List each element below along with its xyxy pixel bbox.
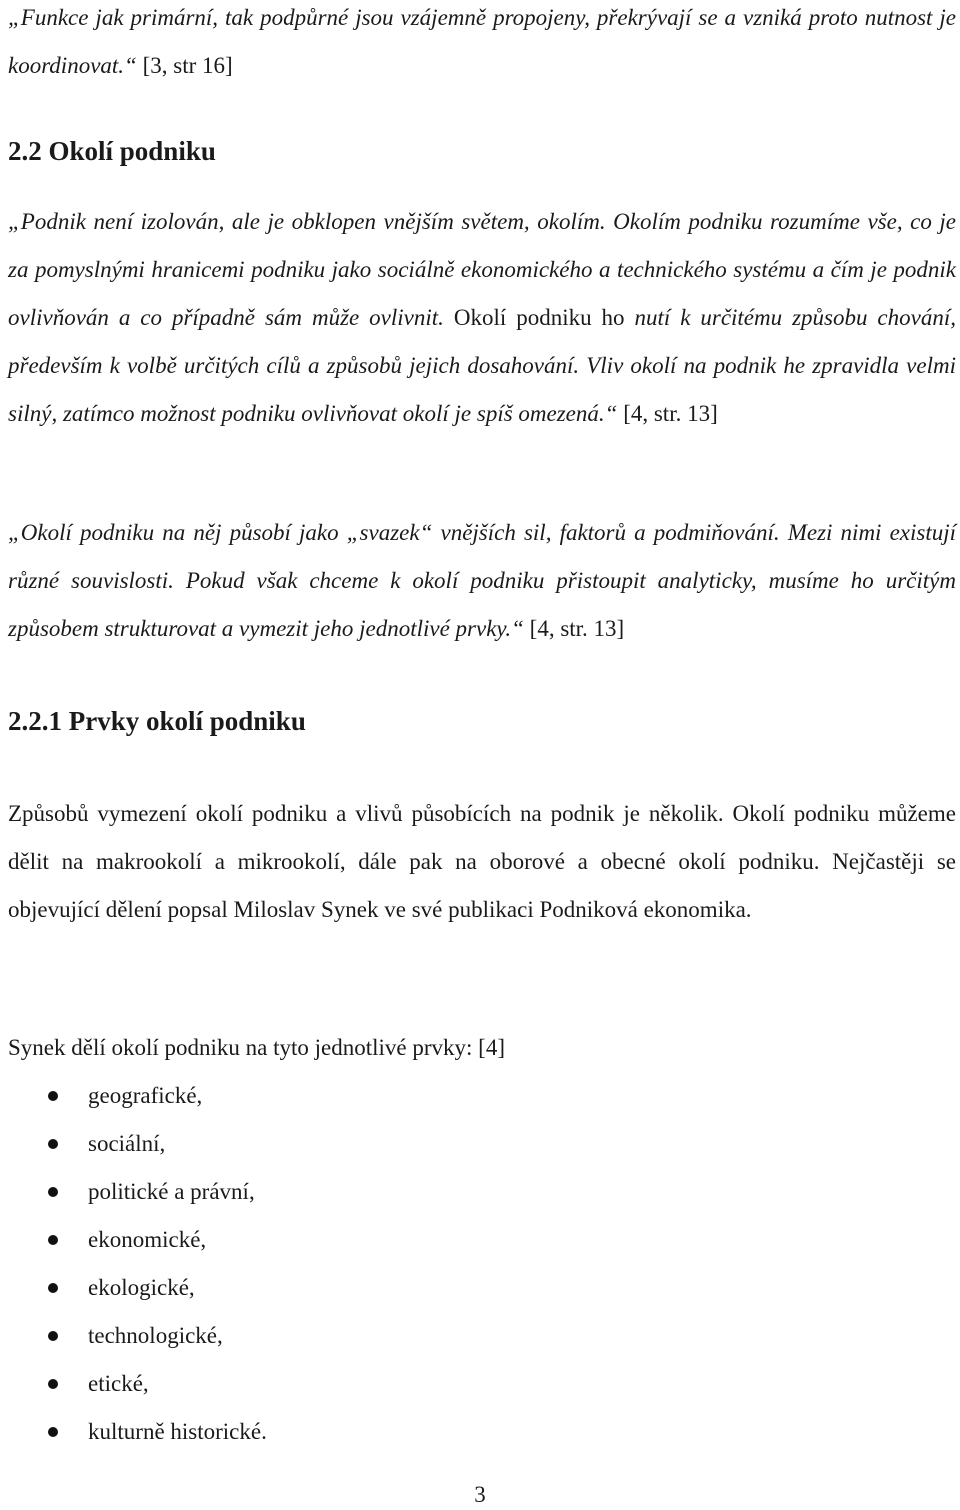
list-item-label: ekonomické, — [88, 1227, 207, 1252]
bullet-icon — [48, 1379, 58, 1389]
top-quote-paragraph — [8, 0, 956, 90]
list-item — [8, 1408, 956, 1456]
quote-okoli-plain: Okolí podniku ho — [443, 305, 635, 330]
bullet-icon — [48, 1427, 58, 1437]
list-item — [8, 1120, 956, 1168]
bullet-icon — [48, 1235, 58, 1245]
top-quote-text: „Funkce jak primární, tak podpůrné jsou vzájemně propojeny, překrývají se a vzniká proto nutnost je koordinovat.“ — [8, 5, 956, 78]
list-item — [8, 1072, 956, 1120]
list-item-label: sociální, — [88, 1131, 166, 1156]
bullet-icon — [48, 1091, 58, 1101]
list-item — [8, 1216, 956, 1264]
section-heading-2-2-1: 2.2.1 Prvky okolí podniku — [8, 706, 306, 736]
list-item — [8, 1312, 956, 1360]
list-item — [8, 1360, 956, 1408]
elements-list — [8, 1072, 956, 1456]
bullet-icon — [48, 1283, 58, 1293]
quote-svazek-text: „Okolí podniku na něj působí jako „svazek“ vnějších sil, faktorů a podmiňování. Mezi nimi existují různé souvislosti. Pokud však chceme k okolí podniku přistoupit analyticky, musíme ho určitým způsobem strukturovat a vymezit jeho jednotlivé prvky.“ — [8, 520, 956, 641]
list-intro: Synek dělí okolí podniku na tyto jednotlivé prvky: [4] — [8, 1035, 505, 1060]
bullet-icon — [48, 1187, 58, 1197]
list-item — [8, 1168, 956, 1216]
quote-okoli-paragraph — [8, 198, 956, 438]
quote-okoli-text-2: nutí k určitému způsobu chování, především k volbě určitých cílů a způsobů jejich dosahování. Vliv okolí na podnik he zpravidla velmi silný, zatímco možnost podniku ovlivňovat okolí je spíš omezená.“ — [8, 305, 956, 426]
list-item-label: politické a právní, — [88, 1179, 255, 1204]
list-item-label: kulturně historické. — [88, 1419, 267, 1444]
list-item-label: ekologické, — [88, 1275, 195, 1300]
section-heading-2-2: 2.2 Okolí podniku — [8, 136, 216, 166]
bullet-icon — [48, 1331, 58, 1341]
bullet-icon — [48, 1139, 58, 1149]
prvky-paragraph: Způsobů vymezení okolí podniku a vlivů působících na podnik je několik. Okolí podniku můžeme dělit na makrookolí a mikrookolí, dále pak na oborové a obecné okolí podniku. Nejčastěji se objevující dělení popsal Miloslav Synek ve své publikaci Podniková ekonomika. — [8, 801, 956, 922]
list-item-label: geografické, — [88, 1083, 203, 1108]
quote-svazek-paragraph — [8, 509, 956, 653]
list-item-label: technologické, — [88, 1323, 223, 1348]
list-item — [8, 1264, 956, 1312]
list-item-label: etické, — [88, 1371, 149, 1396]
quote-okoli-text: „Podnik není izolován, ale je obklopen vnějším světem, okolím. Okolím podniku rozumíme vše, co je za pomyslnými hranicemi podniku jako sociálně ekonomického a technického systému a čím je podnik ovlivňován a co případně sám může ovlivnit. — [8, 209, 956, 330]
page-number: 3 — [474, 1482, 486, 1507]
quote-okoli-citation: [4, str. 13] — [617, 401, 718, 426]
quote-svazek-citation: [4, str. 13] — [523, 616, 625, 641]
top-quote-citation: [3, str 16] — [136, 53, 233, 78]
